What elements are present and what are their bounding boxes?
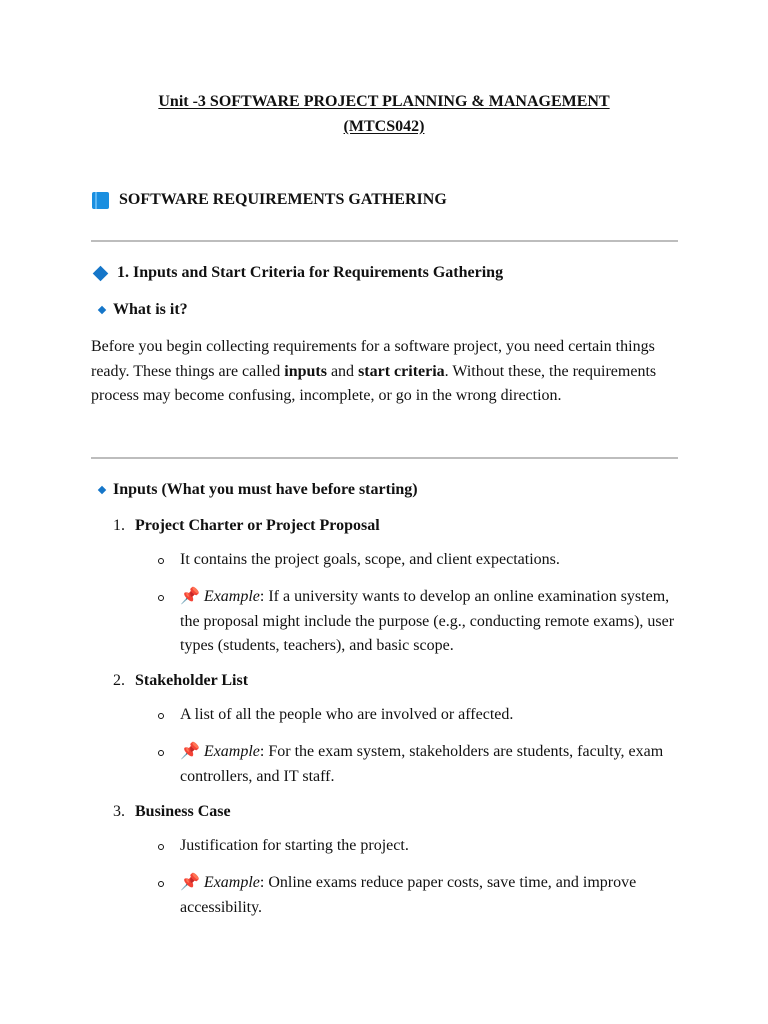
bullet-text: A list of all the people who are involved or affected.	[180, 706, 514, 723]
list-item	[158, 834, 678, 859]
bullet-text: Justification for starting the project.	[180, 837, 409, 854]
intro-bold-inputs: inputs	[284, 362, 327, 380]
intro-text-3: . Without these, the requirements process may become confusing, incomplete, or go in the wrong direction.	[91, 362, 657, 404]
example-label: Example	[203, 743, 260, 760]
circle-bullet-icon	[158, 713, 164, 719]
small-diamond-icon	[98, 486, 106, 494]
circle-bullet-icon	[158, 844, 164, 850]
intro-text-1: Before you begin collecting requirements for a software project, you need certain things ready. These things are called	[91, 338, 655, 380]
numbered-item-2	[113, 670, 248, 692]
pushpin-icon: 📌	[180, 588, 200, 605]
intro-bold-start-criteria: start criteria	[358, 362, 445, 380]
small-diamond-icon	[98, 306, 106, 314]
list-item	[158, 548, 678, 573]
blue-book-icon	[92, 192, 109, 209]
document-title-line-2: (MTCS042)	[343, 118, 425, 135]
section-heading	[92, 188, 447, 212]
circle-bullet-icon	[158, 558, 164, 564]
example-label: Example	[203, 588, 260, 605]
example-item	[158, 585, 678, 659]
circle-bullet-icon	[158, 750, 164, 756]
inputs-heading	[92, 479, 418, 501]
section-heading-text: SOFTWARE REQUIREMENTS GATHERING	[119, 191, 447, 208]
item-label: Stakeholder List	[135, 672, 249, 689]
horizontal-divider	[91, 240, 678, 242]
example-label: Example	[203, 874, 260, 891]
intro-paragraph	[91, 335, 681, 409]
item-label: Business Case	[135, 803, 231, 820]
example-text: : If a university wants to develop an online examination system, the proposal might include the purpose (e.g., conducting remote exams), user types (students, teachers), and basic scope.	[180, 588, 675, 654]
numbered-item-3	[113, 801, 231, 823]
example-item	[158, 871, 678, 920]
example-text: : Online exams reduce paper costs, save time, and improve accessibility.	[180, 874, 637, 916]
numbered-item-1	[113, 515, 380, 537]
subsection-heading	[92, 262, 503, 284]
item-number: 3.	[113, 803, 125, 820]
pushpin-icon: 📌	[180, 874, 200, 891]
intro-text-2: and	[326, 362, 359, 380]
what-is-it-text: What is it?	[113, 301, 188, 318]
what-is-it-heading	[92, 299, 188, 321]
large-diamond-icon	[93, 265, 109, 281]
example-item	[158, 740, 678, 789]
circle-bullet-icon	[158, 595, 164, 601]
inputs-heading-text: Inputs (What you must have before starting)	[113, 481, 418, 498]
example-text: : For the exam system, stakeholders are students, faculty, exam controllers, and IT staff.	[180, 743, 664, 785]
horizontal-divider	[91, 457, 678, 459]
item-number: 2.	[113, 672, 125, 689]
subsection-heading-text: 1. Inputs and Start Criteria for Requirements Gathering	[117, 264, 504, 281]
circle-bullet-icon	[158, 881, 164, 887]
document-title-line-1: Unit -3 SOFTWARE PROJECT PLANNING & MANAGEMENT	[158, 93, 610, 110]
list-item	[158, 703, 678, 728]
pushpin-icon: 📌	[180, 743, 200, 760]
bullet-text: It contains the project goals, scope, and client expectations.	[180, 551, 560, 568]
item-number: 1.	[113, 517, 125, 534]
item-label: Project Charter or Project Proposal	[135, 517, 380, 534]
